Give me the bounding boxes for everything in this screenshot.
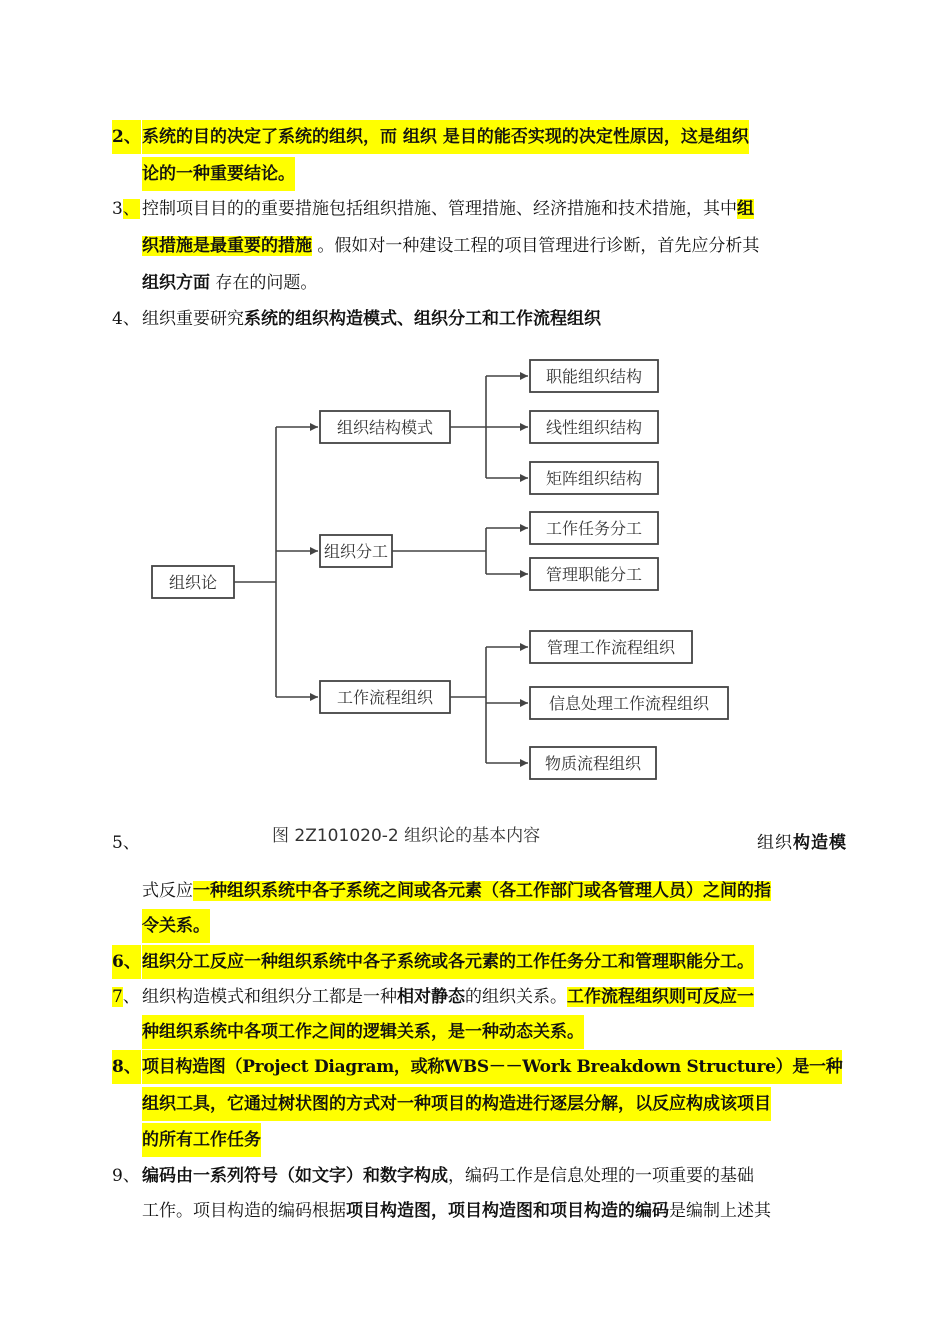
item-5-line-1 xyxy=(0,826,950,860)
item-text: 项目构造图（Project Diagram，或称WBS－－Work Breakdown Structure）是一种 xyxy=(142,1050,842,1084)
item-text: 控制项目目的的重要措施包括组织措施、管理措施、经济措施和技术措施，其中组 xyxy=(142,199,754,219)
item-text: 织措施是最重要的措施 。假如对一种建设工程的项目管理进行诊断，首先应分析其 xyxy=(142,236,760,256)
item-number: 2、 xyxy=(112,120,141,154)
svg-text:组织论: 组织论 xyxy=(168,573,218,592)
diagram-root-node xyxy=(152,566,234,598)
item-text: 工作。项目构造的编码根据项目构造图，项目构造图和项目构造的编码是编制上述其 xyxy=(142,1201,771,1221)
item-text: 组织重要研究系统的组织构造模式、组织分工和工作流程组织 xyxy=(142,309,601,329)
item-text: 组织分工反应一种组织系统中各子系统或各元素的工作任务分工和管理职能分工。 xyxy=(142,945,754,979)
item-text: 令关系。 xyxy=(142,909,210,943)
svg-text:信息处理工作流程组织: 信息处理工作流程组织 xyxy=(548,694,710,713)
svg-text:矩阵组织结构: 矩阵组织结构 xyxy=(545,469,643,488)
item-text: 系统的目的决定了系统的组织，而 组织 是目的能否实现的决定性原因，这是组织 xyxy=(142,120,749,154)
item-text: 的所有工作任务 xyxy=(142,1123,261,1157)
diagram-leaf-node xyxy=(530,558,658,590)
diagram-branch-node-division xyxy=(320,535,392,567)
item-number: 5、 xyxy=(112,833,140,853)
item-text: 论的一种重要结论。 xyxy=(142,157,295,191)
svg-text:工作任务分工: 工作任务分工 xyxy=(545,519,643,538)
svg-text:线性组织结构: 线性组织结构 xyxy=(545,418,643,437)
item-number: 9、 xyxy=(112,1166,140,1186)
svg-text:物质流程组织: 物质流程组织 xyxy=(544,754,642,773)
svg-text:管理职能分工: 管理职能分工 xyxy=(545,565,643,584)
svg-text:职能组织结构: 职能组织结构 xyxy=(545,367,643,386)
item-number: 7、 xyxy=(112,987,140,1007)
svg-text:组织分工: 组织分工 xyxy=(323,542,389,561)
diagram-leaf-node xyxy=(530,631,692,663)
svg-text:工作流程组织: 工作流程组织 xyxy=(336,688,434,707)
diagram-leaf-node xyxy=(530,747,656,779)
diagram-leaf-node xyxy=(530,512,658,544)
item-text: 组织构造模式和组织分工都是一种相对静态的组织关系。工作流程组织则可反应一 xyxy=(142,987,754,1007)
diagram-leaf-node xyxy=(530,687,728,719)
svg-text:组织结构模式: 组织结构模式 xyxy=(336,418,434,437)
svg-text:管理工作流程组织: 管理工作流程组织 xyxy=(546,638,676,657)
diagram-branch-node-structure xyxy=(320,411,450,443)
diagram-branch-node-workflow xyxy=(320,681,450,713)
item-number: 8、 xyxy=(112,1050,141,1084)
item-number: 3、 xyxy=(112,199,140,219)
item-text: 组织构造模 xyxy=(757,833,847,853)
item-text: 种组织系统中各项工作之间的逻辑关系，是一种动态关系。 xyxy=(142,1015,584,1049)
diagram-caption: 图 2Z101020-2 组织论的基本内容 xyxy=(272,826,541,846)
diagram-leaf-node xyxy=(530,360,658,392)
item-text: 组织工具，它通过树状图的方式对一种项目的构造进行逐层分解，以反应构成该项目 xyxy=(142,1087,771,1121)
item-text: 组织方面 存在的问题。 xyxy=(142,273,318,293)
item-number: 6、 xyxy=(112,945,141,979)
item-number: 4、 xyxy=(112,309,140,329)
organization-theory-diagram xyxy=(140,345,740,850)
diagram-leaf-node xyxy=(530,411,658,443)
diagram-leaf-node xyxy=(530,462,658,494)
item-text: 式反应一种组织系统中各子系统之间或各元素（各工作部门或各管理人员）之间的指 xyxy=(142,881,771,901)
item-text: 编码由一系列符号（如文字）和数字构成，编码工作是信息处理的一项重要的基础 xyxy=(142,1166,754,1186)
